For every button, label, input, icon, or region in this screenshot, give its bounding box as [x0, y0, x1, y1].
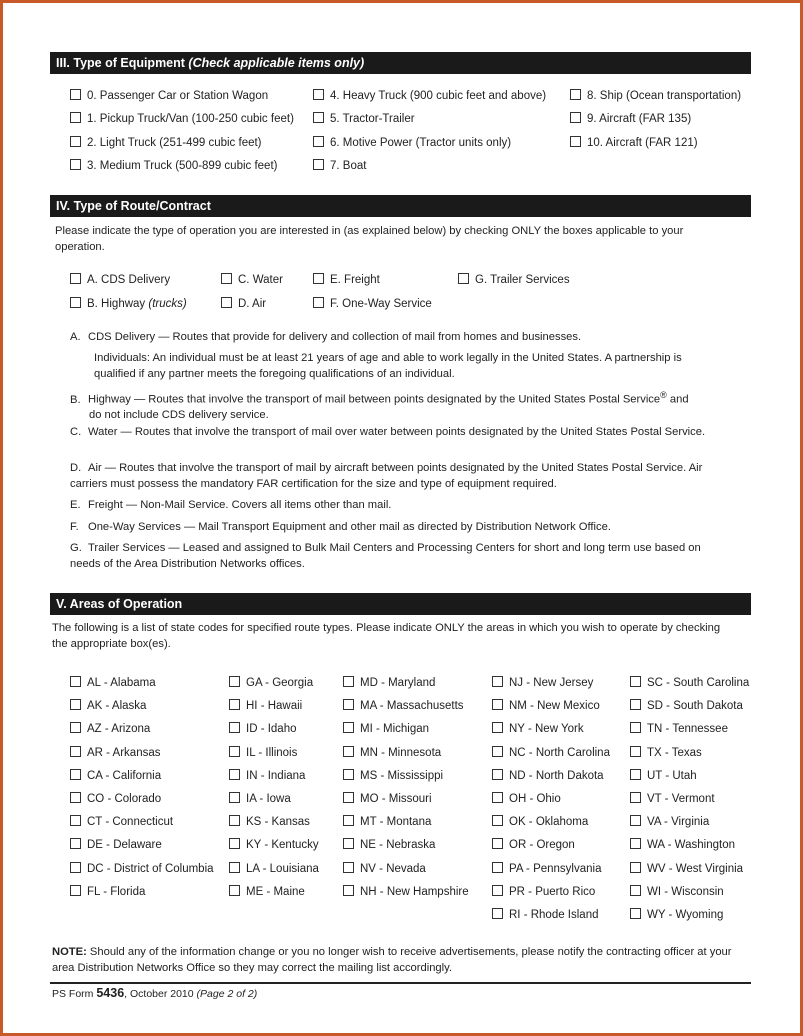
- state-option[interactable]: MD - Maryland: [343, 676, 435, 689]
- checkbox[interactable]: [70, 862, 81, 873]
- state-option[interactable]: ND - North Dakota: [492, 769, 604, 782]
- state-option[interactable]: MT - Montana: [343, 815, 431, 828]
- checkbox[interactable]: [492, 815, 503, 826]
- checkbox[interactable]: [313, 136, 324, 147]
- checkbox[interactable]: [492, 699, 503, 710]
- checkbox[interactable]: [570, 136, 581, 147]
- state-option[interactable]: WA - Washington: [630, 838, 735, 851]
- state-option[interactable]: MS - Mississippi: [343, 769, 443, 782]
- checkbox[interactable]: [343, 885, 354, 896]
- state-option[interactable]: WY - Wyoming: [630, 908, 723, 921]
- equipment-item[interactable]: 1. Pickup Truck/Van (100-250 cubic feet): [70, 112, 294, 125]
- state-option[interactable]: NC - North Carolina: [492, 746, 610, 759]
- checkbox[interactable]: [221, 297, 232, 308]
- areas-section-header: [50, 593, 751, 615]
- checkbox[interactable]: [70, 699, 81, 710]
- route-option-highway[interactable]: B. Highway (trucks): [70, 297, 187, 310]
- equipment-item[interactable]: 4. Heavy Truck (900 cubic feet and above): [313, 89, 546, 102]
- checkbox[interactable]: [229, 838, 240, 849]
- definition-a-individuals: Individuals: An individual must be at least 21 years of age and able to work legally in the United States. A partnership is qualified if any partner meets the foregoing qualifications of an individual.: [94, 352, 682, 380]
- equipment-item[interactable]: 7. Boat: [313, 159, 366, 172]
- checkbox[interactable]: [70, 885, 81, 896]
- equipment-title: III. Type of Equipment: [56, 56, 185, 70]
- state-option[interactable]: NH - New Hampshire: [343, 885, 469, 898]
- state-option[interactable]: WV - West Virginia: [630, 862, 743, 875]
- route-option-water[interactable]: C. Water: [221, 273, 283, 286]
- state-option[interactable]: IA - Iowa: [229, 792, 291, 805]
- state-option[interactable]: CA - California: [70, 769, 161, 782]
- checkbox[interactable]: [343, 769, 354, 780]
- checkbox[interactable]: [492, 746, 503, 757]
- equipment-section-header: [50, 52, 751, 74]
- checkbox[interactable]: [492, 769, 503, 780]
- checkbox[interactable]: [343, 722, 354, 733]
- checkbox[interactable]: [492, 908, 503, 919]
- definition-g: G. Trailer Services — Leased and assigned to Bulk Mail Centers and Processing Centers for short and long term use based on needs of the Area Distribution Networks offices.: [70, 542, 701, 570]
- checkbox[interactable]: [229, 699, 240, 710]
- equipment-item[interactable]: 0. Passenger Car or Station Wagon: [70, 89, 268, 102]
- state-option[interactable]: MA - Massachusetts: [343, 699, 464, 712]
- checkbox[interactable]: [630, 815, 641, 826]
- state-option[interactable]: VA - Virginia: [630, 815, 709, 828]
- checkbox[interactable]: [313, 297, 324, 308]
- checkbox[interactable]: [70, 769, 81, 780]
- checkbox[interactable]: [630, 722, 641, 733]
- checkbox[interactable]: [70, 746, 81, 757]
- definition-e: E. Freight — Non-Mail Service. Covers all items other than mail.: [70, 499, 392, 511]
- route-title: IV. Type of Route/Contract: [56, 199, 211, 213]
- checkbox[interactable]: [630, 746, 641, 757]
- checkbox[interactable]: [492, 862, 503, 873]
- route-option-cds[interactable]: A. CDS Delivery: [70, 273, 170, 286]
- checkbox[interactable]: [492, 722, 503, 733]
- checkbox[interactable]: [343, 838, 354, 849]
- state-option[interactable]: IN - Indiana: [229, 769, 305, 782]
- checkbox[interactable]: [630, 699, 641, 710]
- checkbox[interactable]: [492, 885, 503, 896]
- equipment-item[interactable]: 6. Motive Power (Tractor units only): [313, 136, 511, 149]
- checkbox[interactable]: [630, 885, 641, 896]
- state-option[interactable]: AL - Alabama: [70, 676, 156, 689]
- checkbox[interactable]: [313, 273, 324, 284]
- checkbox[interactable]: [70, 273, 81, 284]
- equipment-item[interactable]: 5. Tractor-Trailer: [313, 112, 415, 125]
- state-option[interactable]: NM - New Mexico: [492, 699, 600, 712]
- state-option[interactable]: LA - Louisiana: [229, 862, 319, 875]
- state-option[interactable]: MO - Missouri: [343, 792, 432, 805]
- checkbox[interactable]: [229, 769, 240, 780]
- state-option[interactable]: DE - Delaware: [70, 838, 162, 851]
- state-option[interactable]: MN - Minnesota: [343, 746, 441, 759]
- checkbox[interactable]: [630, 908, 641, 919]
- checkbox[interactable]: [313, 112, 324, 123]
- state-option[interactable]: ME - Maine: [229, 885, 305, 898]
- equipment-item[interactable]: 8. Ship (Ocean transportation): [570, 89, 741, 102]
- state-option[interactable]: SD - South Dakota: [630, 699, 743, 712]
- state-option[interactable]: CO - Colorado: [70, 792, 161, 805]
- route-option-trailer[interactable]: G. Trailer Services: [458, 273, 570, 286]
- route-intro: Please indicate the type of operation you are interested in (as explained below) by checking ONLY the boxes applicable to your operation.: [55, 225, 684, 253]
- checkbox[interactable]: [343, 746, 354, 757]
- equipment-subtitle: (Check applicable items only): [188, 56, 365, 70]
- state-option[interactable]: HI - Hawaii: [229, 699, 302, 712]
- checkbox[interactable]: [70, 112, 81, 123]
- areas-intro: The following is a list of state codes for specified route types. Please indicate ONLY the areas in which you wish to operate by checking the appropriate box(es).: [52, 622, 721, 650]
- checkbox[interactable]: [570, 89, 581, 100]
- checkbox[interactable]: [343, 815, 354, 826]
- state-option[interactable]: PR - Puerto Rico: [492, 885, 595, 898]
- checkbox[interactable]: [70, 136, 81, 147]
- checkbox[interactable]: [630, 792, 641, 803]
- definition-d: D. Air — Routes that involve the transport of mail by aircraft between points designated by the United States Postal Service. Air carriers must possess the mandatory FAR certification for the size and type of equipment required.: [70, 462, 703, 490]
- route-option-freight[interactable]: E. Freight: [313, 273, 380, 286]
- areas-title: V. Areas of Operation: [56, 597, 183, 611]
- checkbox[interactable]: [70, 297, 81, 308]
- checkbox[interactable]: [229, 676, 240, 687]
- checkbox[interactable]: [343, 862, 354, 873]
- state-option[interactable]: RI - Rhode Island: [492, 908, 599, 921]
- state-option[interactable]: AK - Alaska: [70, 699, 146, 712]
- state-option[interactable]: TX - Texas: [630, 746, 702, 759]
- route-option-air[interactable]: D. Air: [221, 297, 266, 310]
- checkbox[interactable]: [229, 815, 240, 826]
- state-option[interactable]: OR - Oregon: [492, 838, 575, 851]
- state-option[interactable]: VT - Vermont: [630, 792, 715, 805]
- state-option[interactable]: TN - Tennessee: [630, 722, 728, 735]
- footer-rule: [50, 982, 751, 984]
- route-option-one-way[interactable]: F. One-Way Service: [313, 297, 432, 310]
- checkbox[interactable]: [343, 699, 354, 710]
- state-option[interactable]: CT - Connecticut: [70, 815, 173, 828]
- form-footer: PS Form 5436, October 2010 (Page 2 of 2): [52, 986, 258, 1000]
- checkbox[interactable]: [570, 112, 581, 123]
- state-option[interactable]: AR - Arkansas: [70, 746, 161, 759]
- state-option[interactable]: DC - District of Columbia: [70, 862, 214, 875]
- definition-a: A. CDS Delivery — Routes that provide for delivery and collection of mail from homes and businesses.: [70, 331, 582, 343]
- state-option[interactable]: FL - Florida: [70, 885, 145, 898]
- state-option[interactable]: NE - Nebraska: [343, 838, 435, 851]
- state-option[interactable]: KY - Kentucky: [229, 838, 319, 851]
- state-option[interactable]: KS - Kansas: [229, 815, 310, 828]
- checkbox[interactable]: [70, 676, 81, 687]
- equipment-item[interactable]: 10. Aircraft (FAR 121): [570, 136, 698, 149]
- state-option[interactable]: UT - Utah: [630, 769, 697, 782]
- checkbox[interactable]: [229, 885, 240, 896]
- state-option[interactable]: PA - Pennsylvania: [492, 862, 601, 875]
- definition-b: B. Highway — Routes that involve the transport of mail between points designated by the United States Postal Service® and do not include CDS delivery service.: [70, 390, 689, 422]
- checkbox[interactable]: [630, 769, 641, 780]
- checkbox[interactable]: [492, 838, 503, 849]
- state-option[interactable]: SC - South Carolina: [630, 676, 749, 689]
- checkbox[interactable]: [343, 676, 354, 687]
- checkbox[interactable]: [458, 273, 469, 284]
- checkbox[interactable]: [229, 722, 240, 733]
- state-option[interactable]: OH - Ohio: [492, 792, 561, 805]
- state-option[interactable]: NY - New York: [492, 722, 584, 735]
- checkbox[interactable]: [229, 862, 240, 873]
- checkbox[interactable]: [313, 159, 324, 170]
- route-section-header: [50, 195, 751, 217]
- checkbox[interactable]: [492, 792, 503, 803]
- checkbox[interactable]: [229, 746, 240, 757]
- state-option[interactable]: ID - Idaho: [229, 722, 297, 735]
- state-option[interactable]: IL - Illinois: [229, 746, 297, 759]
- checkbox[interactable]: [70, 159, 81, 170]
- checkbox[interactable]: [70, 792, 81, 803]
- checkbox[interactable]: [229, 792, 240, 803]
- checkbox[interactable]: [70, 722, 81, 733]
- checkbox[interactable]: [630, 862, 641, 873]
- state-option[interactable]: OK - Oklahoma: [492, 815, 588, 828]
- state-option[interactable]: NV - Nevada: [343, 862, 426, 875]
- checkbox[interactable]: [70, 838, 81, 849]
- checkbox[interactable]: [492, 676, 503, 687]
- checkbox[interactable]: [630, 676, 641, 687]
- checkbox[interactable]: [313, 89, 324, 100]
- state-option[interactable]: WI - Wisconsin: [630, 885, 724, 898]
- equipment-item[interactable]: 9. Aircraft (FAR 135): [570, 112, 691, 125]
- equipment-item[interactable]: 2. Light Truck (251-499 cubic feet): [70, 136, 262, 149]
- checkbox[interactable]: [630, 838, 641, 849]
- note: NOTE: Should any of the information change or you no longer wish to receive advertisements, please notify the contracting officer at your area Distribution Networks Office so they may correct the mailing list accordingly.: [52, 946, 732, 974]
- state-option[interactable]: MI - Michigan: [343, 722, 429, 735]
- definition-c: C. Water — Routes that involve the transport of mail over water between points designated by the United States Postal Service.: [70, 426, 706, 438]
- checkbox[interactable]: [70, 815, 81, 826]
- definition-f: F. One-Way Services — Mail Transport Equipment and other mail as directed by Distribution Network Office.: [70, 521, 611, 533]
- checkbox[interactable]: [343, 792, 354, 803]
- equipment-item[interactable]: 3. Medium Truck (500-899 cubic feet): [70, 159, 277, 172]
- checkbox[interactable]: [70, 89, 81, 100]
- state-option[interactable]: GA - Georgia: [229, 676, 313, 689]
- state-option[interactable]: NJ - New Jersey: [492, 676, 593, 689]
- checkbox[interactable]: [221, 273, 232, 284]
- state-option[interactable]: AZ - Arizona: [70, 722, 150, 735]
